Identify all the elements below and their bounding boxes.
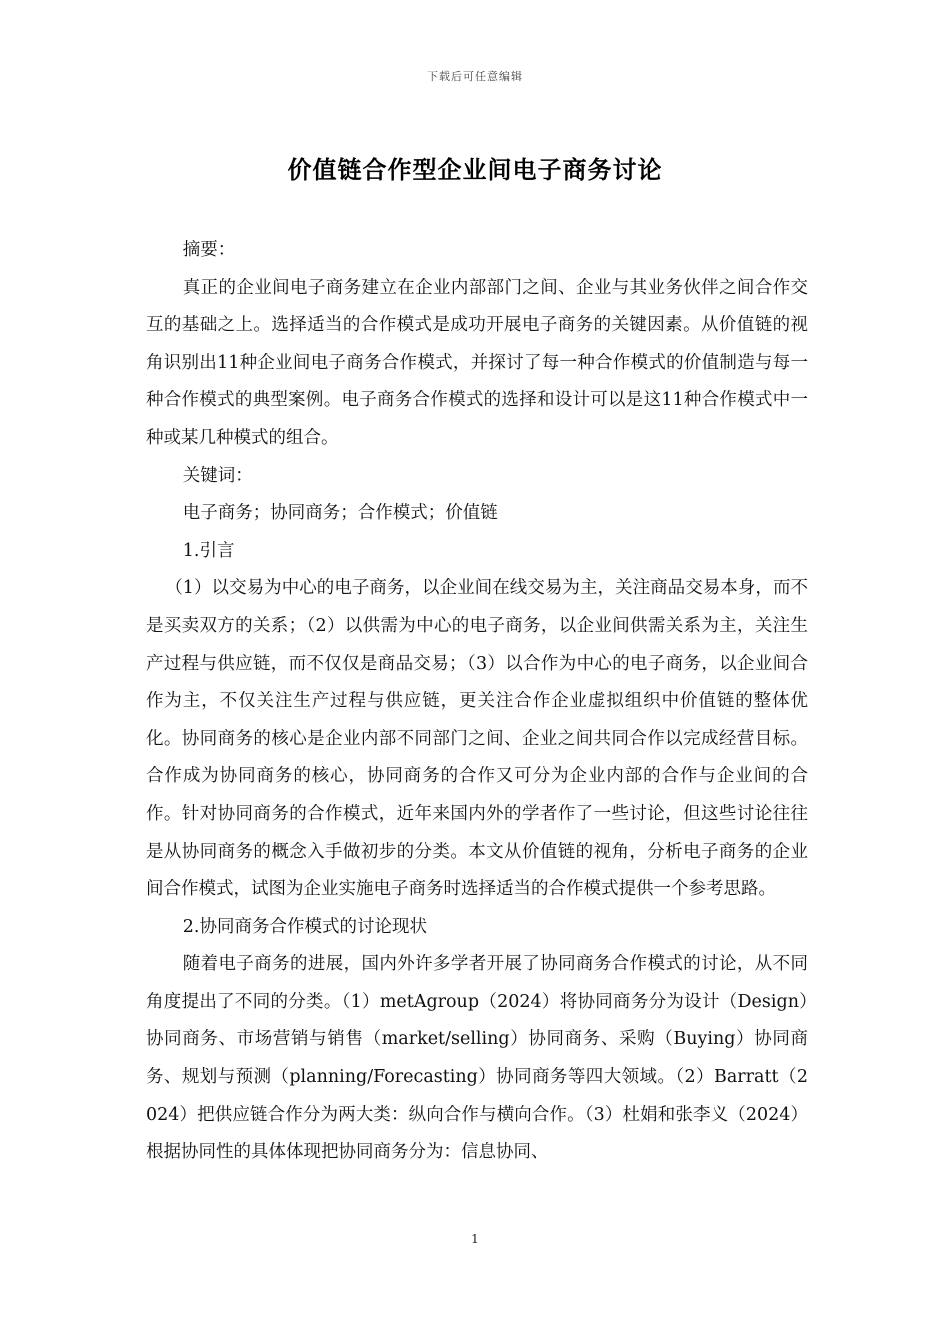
page-header: 下载后可任意编辑 <box>427 70 523 83</box>
keywords-text: 电子商务；协同商务；合作模式；价值链 <box>182 503 498 524</box>
page-number: 1 <box>471 1232 479 1246</box>
abstract-paragraph: 真正的企业间电子商务建立在企业内部部门之间、企业与其业务伙伴之间合作交互的基础之上。选择适当的合作模式是成功开展电子商务的关键因素。从价值链的视角识别出11种企业间电子商务合作模式，并探讨了每一种合作模式的价值制造与每一种合作模式的典型案例。电子商务合作模式的选择和设计可以是这11种合作模式中一种或某几种模式的组合。 <box>146 277 808 448</box>
keywords-label: 关键词： <box>182 465 253 486</box>
document-title: 价值链合作型企业间电子商务讨论 <box>287 156 663 184</box>
section-2-paragraph: 随着电子商务的进展，国内外许多学者开展了协同商务合作模式的讨论，从不同角度提出了不同的分类。（1）metAgroup（2024）将协同商务分为设计（Design）协同商务、市场营销与销售（market/selling）协同商务、采购（Buying）协同商务、规划与预测（planning/Forecasting）协同商务等四大领域。（2）Barratt（2024）把供应链合作分为两大类：纵向合作与横向合作。（3）杜娟和张李义（2024）根据协同性的具体体现把协同商务分为：信息协同、 <box>146 954 808 1163</box>
abstract-label: 摘要： <box>182 240 236 260</box>
section-1-paragraph: （1）以交易为中心的电子商务，以企业间在线交易为主，关注商品交易本身，而不是买卖双方的关系；（2）以供需为中心的电子商务，以企业间供需关系为主，关注生产过程与供应链，而不仅仅是商品交易；（3）以合作为中心的电子商务，以企业间合作为主，不仅关注生产过程与供应链，更关注合作企业虚拟组织中价值链的整体优化。协同商务的核心是企业内部不同部门之间、企业之间共同合作以完成经营目标。合作成为协同商务的核心，协同商务的合作又可分为企业内部的合作与企业间的合作。针对协同商务的合作模式，近年来国内外的学者作了一些讨论，但这些讨论往往是从协同商务的概念入手做初步的分类。本文从价值链的视角，分析电子商务的企业间合作模式，试图为企业实施电子商务时选择适当的合作模式提供一个参考思路。 <box>146 578 808 900</box>
section-1-heading: 1.引言 <box>182 540 235 561</box>
document-body <box>146 232 808 1172</box>
section-2-heading: 2.协同商务合作模式的讨论现状 <box>182 916 427 937</box>
